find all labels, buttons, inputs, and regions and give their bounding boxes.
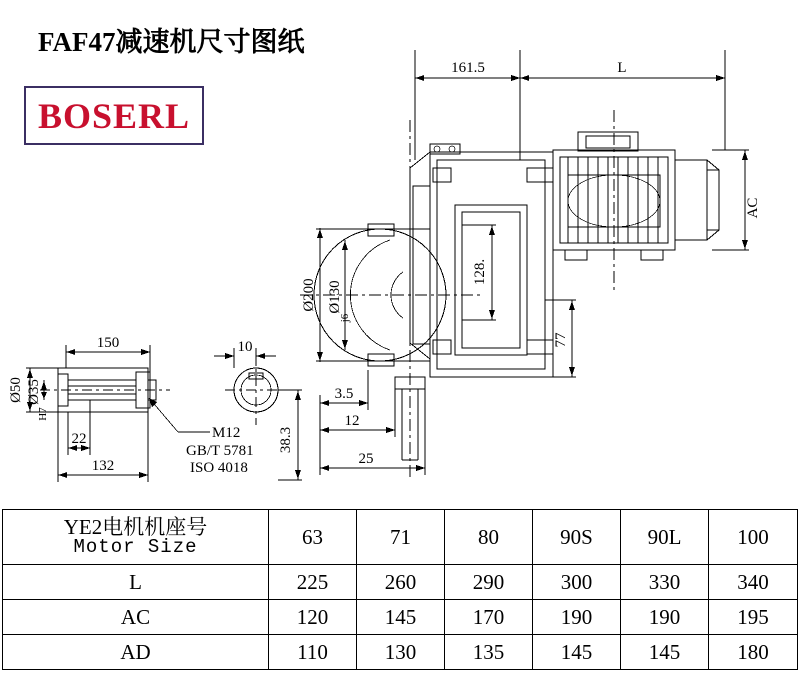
dim-d130j6: Ø130 bbox=[327, 280, 343, 314]
cell-ad-90l: 145 bbox=[621, 635, 709, 670]
cell-ac-63: 120 bbox=[269, 600, 357, 635]
note-m12: M12 bbox=[212, 425, 241, 441]
dim-AC: AC bbox=[745, 197, 761, 219]
dim-22: 22 bbox=[71, 431, 87, 447]
dim-d35-tol: H7 bbox=[37, 407, 49, 421]
cell-ad-63: 110 bbox=[269, 635, 357, 670]
dim-161-5: 161.5 bbox=[451, 60, 485, 76]
cell-ac-100: 195 bbox=[709, 600, 798, 635]
note-gbt: GB/T 5781 bbox=[186, 443, 254, 459]
header-size-63: 63 bbox=[269, 510, 357, 565]
dim-12: 12 bbox=[344, 413, 360, 429]
table-row-ac bbox=[3, 600, 798, 635]
dim-150: 150 bbox=[96, 335, 120, 351]
header-size-71: 71 bbox=[357, 510, 445, 565]
dim-L: L bbox=[617, 60, 627, 76]
row-label-ac: AC bbox=[3, 600, 269, 635]
cell-ac-71: 145 bbox=[357, 600, 445, 635]
dim-77: 77 bbox=[553, 332, 569, 348]
cell-ac-80: 170 bbox=[445, 600, 533, 635]
row-label-l: L bbox=[3, 565, 269, 600]
header-label-en: Motor Size bbox=[73, 536, 198, 559]
page-title: FAF47减速机尺寸图纸 bbox=[38, 27, 305, 57]
dim-d200: Ø200 bbox=[301, 278, 317, 312]
row-label-ad: AD bbox=[3, 635, 269, 670]
dim-132: 132 bbox=[91, 458, 115, 474]
header-label-cell bbox=[3, 510, 269, 565]
dim-3-5: 3.5 bbox=[334, 386, 354, 402]
header-size-80: 80 bbox=[445, 510, 533, 565]
table-row-l bbox=[3, 565, 798, 600]
cell-l-71: 260 bbox=[357, 565, 445, 600]
dim-d35h7: Ø35 bbox=[26, 379, 42, 405]
cell-l-100: 340 bbox=[709, 565, 798, 600]
cell-l-90s: 300 bbox=[533, 565, 621, 600]
cell-ac-90s: 190 bbox=[533, 600, 621, 635]
table-row-ad bbox=[3, 635, 798, 670]
header-size-100: 100 bbox=[709, 510, 798, 565]
spec-table bbox=[2, 509, 798, 670]
dim-38-3: 38.3 bbox=[278, 426, 294, 454]
header-size-90s: 90S bbox=[533, 510, 621, 565]
dim-10: 10 bbox=[237, 339, 253, 355]
cell-l-90l: 330 bbox=[621, 565, 709, 600]
dim-128: 128. bbox=[472, 258, 488, 286]
dim-d130-tol: j6 bbox=[339, 313, 351, 323]
cell-ad-100: 180 bbox=[709, 635, 798, 670]
cell-ac-90l: 190 bbox=[621, 600, 709, 635]
cell-l-80: 290 bbox=[445, 565, 533, 600]
dim-25: 25 bbox=[358, 451, 374, 467]
logo-text: BOSERL bbox=[37, 95, 191, 136]
cell-l-63: 225 bbox=[269, 565, 357, 600]
cell-ad-90s: 145 bbox=[533, 635, 621, 670]
dim-d50: Ø50 bbox=[8, 377, 24, 403]
header-label-cn: YE2电机机座号 bbox=[63, 515, 208, 539]
header-size-90l: 90L bbox=[621, 510, 709, 565]
cell-ad-80: 135 bbox=[445, 635, 533, 670]
cell-ad-71: 130 bbox=[357, 635, 445, 670]
note-iso: ISO 4018 bbox=[190, 460, 248, 476]
table-row-header bbox=[3, 510, 798, 565]
